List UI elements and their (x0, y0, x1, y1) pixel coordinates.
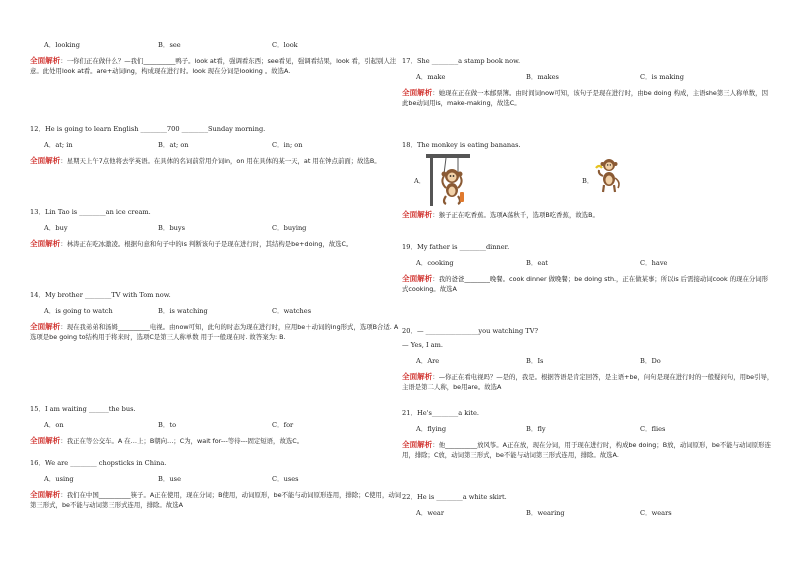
analysis-text: ：我的爸爸________晚餐。cook dinner 做晚餐；be doing sth.，正在做某事；所以is 后需接动词cook 的现在分词形式cooking。故选A (402, 275, 769, 293)
picture-label-a: A． (414, 177, 426, 185)
analysis-tag: 全面解析 (30, 490, 61, 499)
analysis-tag: 全面解析 (30, 56, 61, 65)
options-row (402, 72, 774, 82)
options-row (30, 223, 402, 233)
question-text: 22．He is ________a white skirt. (402, 493, 507, 501)
question-21 (402, 408, 774, 460)
option-b: B．Is (526, 357, 544, 365)
analysis (402, 210, 774, 220)
option-a: A．at; in (44, 141, 73, 149)
options-row (30, 306, 402, 316)
option-b: B．at; on (158, 141, 189, 149)
option-c: C．watches (272, 307, 312, 315)
analysis-text: ：星期天上午7点他将去学英语。在具体的名词前常用介词in，on 用在具体的某一天，at 用在钟点前面；故选B。 (60, 157, 381, 165)
question-text: 17．She ________a stamp book now. (402, 57, 521, 65)
option-b: B．buys (158, 224, 186, 232)
option-c: C．flies (640, 425, 666, 433)
question-reply: — Yes, I am. (402, 341, 443, 349)
question-text: 19．My father is ________dinner. (402, 243, 510, 251)
analysis-text: ：她现在正在做一本邮票簿。由时间词now可知，该句子是现在进行时，由be doing 构成，主语she第三人称单数，因此be动词用is，make-making，故选C。 (402, 89, 768, 107)
analysis-tag: 全面解析 (30, 322, 61, 331)
option-c: C．uses (272, 475, 299, 483)
analysis-tag: 全面解析 (402, 210, 433, 219)
options-row (402, 258, 774, 268)
option-c: C．look (272, 41, 298, 49)
analysis-text: ：我正在等公交车。A 在…上；B朝向…；C为，wait for---等待---固定短语，故选C。 (60, 437, 304, 445)
monkey-swing-image (424, 152, 472, 208)
picture-label-b: B． (582, 177, 594, 185)
monkey-banana-image (594, 156, 624, 194)
option-b: B．fly (526, 425, 546, 433)
option-c: C．for (272, 421, 294, 429)
options-row (402, 356, 774, 366)
analysis (30, 490, 402, 510)
option-b: B．makes (526, 73, 559, 81)
option-a: A．using (44, 475, 74, 483)
options-row (30, 140, 402, 150)
option-b: B．wearing (526, 509, 565, 517)
question-text: 18．The monkey is eating bananas. (402, 141, 521, 149)
options-row (30, 420, 402, 430)
option-b: B．to (158, 421, 177, 429)
analysis-text: ：—你正在看电视吗？—是的，我是。根据答语是肯定回答，是主语+be，问句是现在进行时的一般疑问句，用be引导，主语是第二人称，be用are。故选A (402, 373, 774, 391)
option-b: B．is watching (158, 307, 208, 315)
option-a: A．cooking (416, 259, 454, 267)
option-a: A．on (44, 421, 64, 429)
option-a: A．Are (416, 357, 440, 365)
analysis-text: ：猴子正在吃香蕉。选项A荡秋千，选项B吃香蕉，故选B。 (432, 211, 599, 219)
question-11-tail (30, 40, 402, 76)
question-13 (30, 207, 402, 249)
option-c: C．in; on (272, 141, 303, 149)
analysis-tag: 全面解析 (402, 440, 433, 449)
analysis-tag: 全面解析 (30, 239, 61, 248)
options-row (402, 508, 774, 518)
analysis-tag: 全面解析 (30, 436, 61, 445)
analysis (402, 88, 774, 108)
analysis-text: ：林涛正在吃冰激凌。根据句意和句子中的is 判断该句子是现在进行时，其结构是be+doing，故选C。 (60, 240, 353, 248)
picture-options (402, 150, 774, 210)
option-b: B．see (158, 41, 181, 49)
analysis (30, 56, 402, 76)
analysis (402, 440, 774, 460)
left-column (30, 0, 402, 562)
question-12 (30, 124, 402, 166)
question-text: 14．My brother ________TV with Tom now. (30, 291, 171, 299)
question-14 (30, 290, 402, 342)
analysis-tag: 全面解析 (30, 156, 61, 165)
question-15 (30, 404, 402, 446)
option-c: C．is making (640, 73, 684, 81)
analysis (30, 322, 402, 342)
question-text: 13．Lin Tao is ________an ice cream. (30, 208, 151, 216)
option-c: C．have (640, 259, 668, 267)
options-row (30, 40, 402, 50)
options-row (30, 474, 402, 484)
option-a: A．buy (44, 224, 68, 232)
question-text: 20．— ________________you watching TV? (402, 327, 538, 335)
analysis-tag: 全面解析 (402, 372, 433, 381)
options-row (402, 424, 774, 434)
question-22 (402, 492, 774, 518)
analysis-tag: 全面解析 (402, 274, 433, 283)
right-column (402, 0, 774, 562)
question-text: 15．I am waiting ______the bus. (30, 405, 136, 413)
option-b: B．eat (526, 259, 548, 267)
analysis (30, 436, 402, 446)
question-18 (402, 140, 774, 220)
question-text: 12．He is going to learn English ________700 ________Sunday morning. (30, 125, 266, 133)
option-a: A．wear (416, 509, 444, 517)
analysis-tag: 全面解析 (402, 88, 433, 97)
analysis (402, 274, 774, 294)
analysis-text: ：我们在中国__________筷子。A正在使用，现在分词；B使用，动词原形，be不能与动词原形连用，排除；C使用，动词第三形式，be不能与动词第三形式连用，排除。故选A (30, 491, 402, 509)
analysis-text: ：一你们正在做什么？—我们__________鸭子。look at看，强调看东西；see看见，强调看结果，look 看，引起别人注意。此处用look at看。are+动词ing，构成现在进行时。look 现在分词是looking 。故选A. (30, 57, 397, 75)
question-text: 21．He's________a kite. (402, 409, 479, 417)
option-b: B．use (158, 475, 181, 483)
option-a: A．flying (416, 425, 447, 433)
question-16 (30, 458, 402, 510)
analysis (30, 156, 402, 166)
question-text: 16．We are ________ chopsticks in China. (30, 459, 167, 467)
question-19 (402, 242, 774, 294)
option-a: A．looking (44, 41, 80, 49)
analysis-text: ：现在我弟弟和汤姆__________电视。由now可知，此句的时态为现在进行时，应用be＋动词的ing形式，选项B合适. A选项是be going to结构用于将来时，选项C是第三人称单数 用于一般现在时. 故答案为: B. (30, 323, 399, 341)
question-20 (402, 326, 774, 392)
option-c: B．Do (640, 357, 661, 365)
option-a: A．make (416, 73, 446, 81)
analysis (402, 372, 774, 392)
option-a: A．is going to watch (44, 307, 113, 315)
option-c: C．wears (640, 509, 672, 517)
analysis-text: ：他__________放风筝。A正在放，现在分词，用于现在进行时，构成be doing；B放，动词原形，be不能与动词原形连用，排除；C放，动词第三形式，be不能与动词第三形式连用，排除。故选A. (402, 441, 771, 459)
question-17 (402, 56, 774, 108)
option-c: C．buying (272, 224, 307, 232)
analysis (30, 239, 402, 249)
